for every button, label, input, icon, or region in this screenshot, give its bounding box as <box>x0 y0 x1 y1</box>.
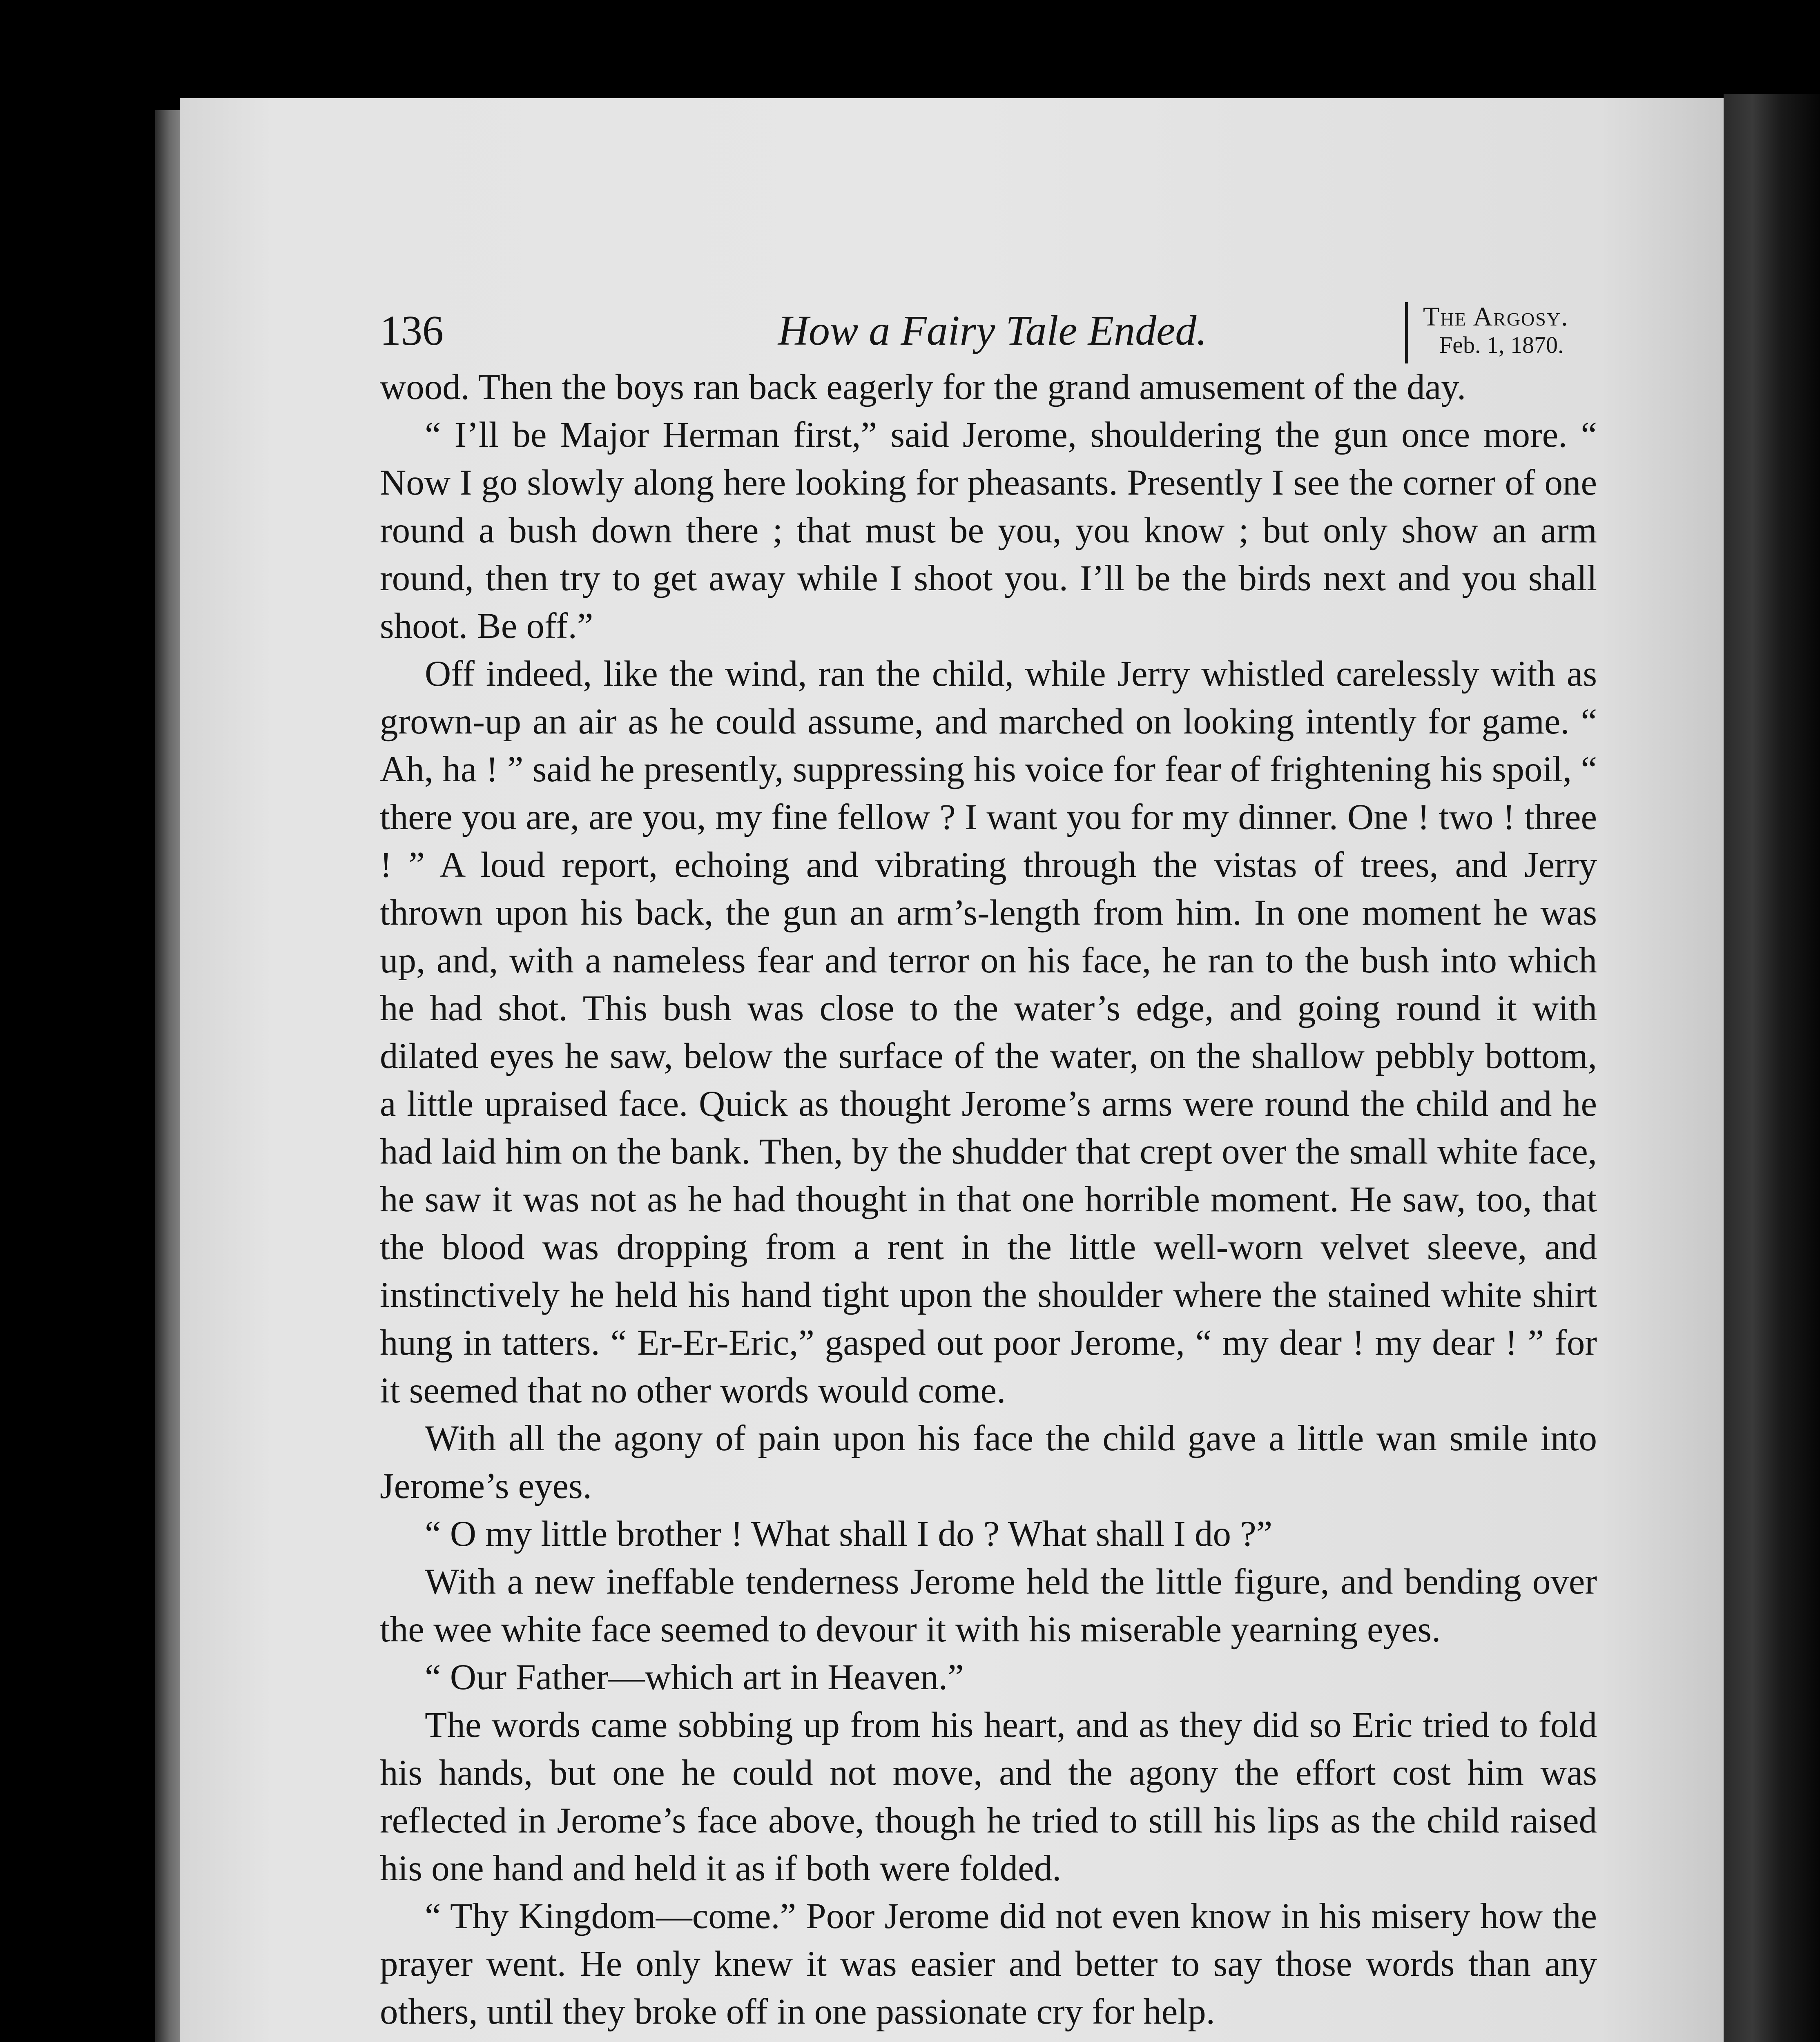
paragraph: With a new ineffable tenderness Jerome held the little figure, and bending over the wee white face seemed to devour it with his miserable yearning eyes. <box>380 1562 1597 1650</box>
running-title: How a Fairy Tale Ended. <box>778 307 1207 354</box>
paragraph: “ I’ll be Major Herman first,” said Jerome, shouldering the gun once more. “ Now I go slowly along here looking for pheasants. Presently I see the corner of one round a bush down there ; that must be you, you know ; but only show an arm round, then try to get away while I shoot you. I’ll be the birds next and you shall shoot. Be off.” <box>380 415 1597 646</box>
book-gutter <box>1724 94 1820 2042</box>
body-text <box>380 363 1597 2042</box>
source-note <box>1405 302 1597 363</box>
paragraph: The words came sobbing up from his heart, and as they did so Eric tried to fold his hands, but one he could not move, and the agony the effort cost him was reflected in Jerome’s face above, though he tried to still his lips as the child raised his one hand and held it as if both were folded. <box>380 1705 1597 1888</box>
paragraph: “ Thy Kingdom—come.” Poor Jerome did not even know in his misery how the prayer went. He only knew it was easier and better to say those words than any others, until they broke off in one passionate cry for help. <box>380 1896 1597 2032</box>
paragraph: wood. Then the boys ran back eagerly for the grand amusement of the day. <box>380 367 1466 407</box>
running-head <box>380 302 1597 363</box>
source-journal: The Argosy. <box>1423 302 1569 332</box>
paragraph: “ Our Father—which art in Heaven.” <box>425 1657 964 1697</box>
paragraph: Off indeed, like the wind, ran the child, while Jerry whistled carelessly with as grown-up an air as he could assume, and marched on looking intently for game. “ Ah, ha ! ” said he presently, suppressing his voice for fear of frightening his spoil, “ there you are, are you, my fine fellow ? I want you for my dinner. One ! two ! three ! ” A loud report, echoing and vibrating through the vistas of trees, and Jerry thrown upon his back, the gun an arm’s-length from him. In one moment he was up, and, with a nameless fear and terror on his face, he ran to the bush into which he had shot. This bush was close to the water’s edge, and going round it with dilated eyes he saw, below the surface of the water, on the shallow pebbly bottom, a little upraised face. Quick as thought Jerome’s arms were round the child and he had laid him on the bank. Then, by the shudder that crept over the small white face, he saw it was not as he had thought in that one horrible moment. He saw, too, that the blood was dropping from a rent in the little well-worn velvet sleeve, and instinctively he held his hand tight upon the shoulder where the stained white shirt hung in tatters. “ Er-Er-Eric,” gasped out poor Jerome, “ my dear ! my dear ! ” for it seemed that no other words would come. <box>380 654 1597 1411</box>
page-number: 136 <box>380 307 444 354</box>
source-date: Feb. 1, 1870. <box>1439 332 1564 358</box>
paragraph: “ O my little brother ! What shall I do ? What shall I do ?” <box>425 1514 1273 1554</box>
paragraph: With all the agony of pain upon his face the child gave a little wan smile into Jerome’s eyes. <box>380 1418 1597 1506</box>
